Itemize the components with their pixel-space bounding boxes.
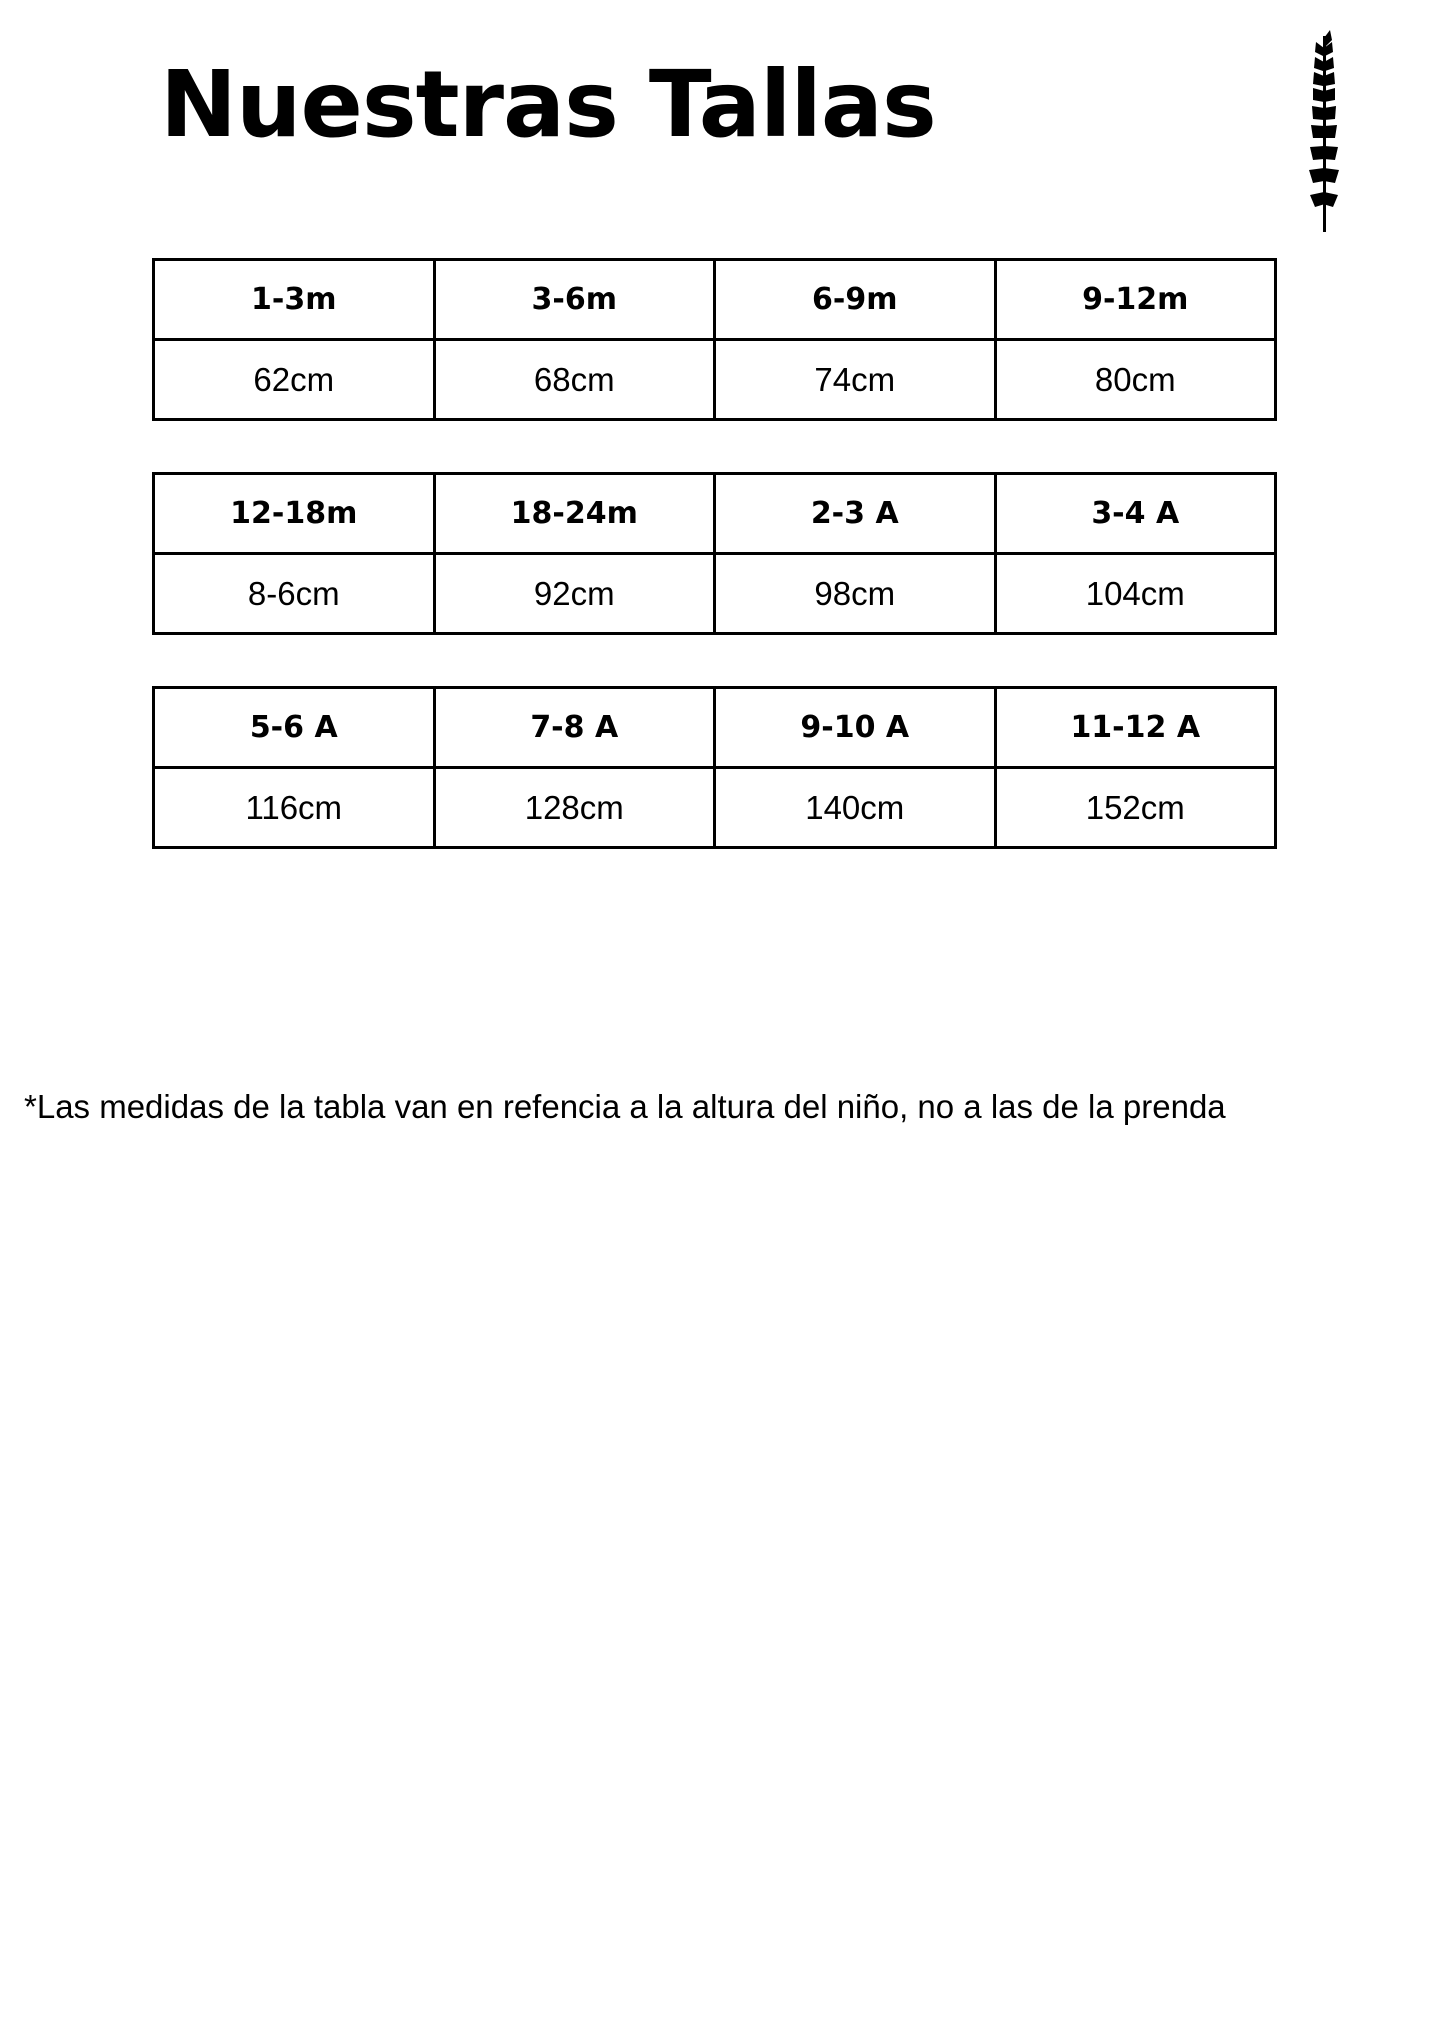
size-table-1	[152, 472, 1277, 635]
size-label: 3-4 A	[995, 474, 1276, 554]
height-value: 80cm	[995, 340, 1276, 420]
height-value: 140cm	[715, 768, 996, 848]
size-label: 11-12 A	[995, 688, 1276, 768]
size-label: 3-6m	[434, 260, 715, 340]
footnote-marker: *	[24, 1088, 37, 1125]
size-label: 5-6 A	[154, 688, 435, 768]
plant-sprig-icon	[1290, 28, 1360, 238]
page-title: Nuestras Tallas	[160, 51, 936, 158]
footnote	[24, 1085, 1424, 1129]
size-table-2	[152, 686, 1277, 849]
height-value: 152cm	[995, 768, 1276, 848]
size-label: 6-9m	[715, 260, 996, 340]
height-value: 8-6cm	[154, 554, 435, 634]
height-value: 74cm	[715, 340, 996, 420]
size-label: 18-24m	[434, 474, 715, 554]
size-table-0	[152, 258, 1277, 421]
height-value: 104cm	[995, 554, 1276, 634]
table-row	[154, 340, 1276, 420]
size-label: 1-3m	[154, 260, 435, 340]
height-value: 128cm	[434, 768, 715, 848]
table-row	[154, 688, 1276, 768]
size-label: 12-18m	[154, 474, 435, 554]
table-row	[154, 554, 1276, 634]
table-row	[154, 474, 1276, 554]
table-row	[154, 768, 1276, 848]
height-value: 98cm	[715, 554, 996, 634]
height-value: 68cm	[434, 340, 715, 420]
footnote-text: Las medidas de la tabla van en refencia a la altura del niño, no a las de la prenda	[36, 1088, 1226, 1125]
height-value: 62cm	[154, 340, 435, 420]
height-value: 92cm	[434, 554, 715, 634]
size-label: 9-12m	[995, 260, 1276, 340]
size-label: 7-8 A	[434, 688, 715, 768]
size-label: 2-3 A	[715, 474, 996, 554]
height-value: 116cm	[154, 768, 435, 848]
size-label: 9-10 A	[715, 688, 996, 768]
table-row	[154, 260, 1276, 340]
title-row	[0, 30, 1445, 160]
